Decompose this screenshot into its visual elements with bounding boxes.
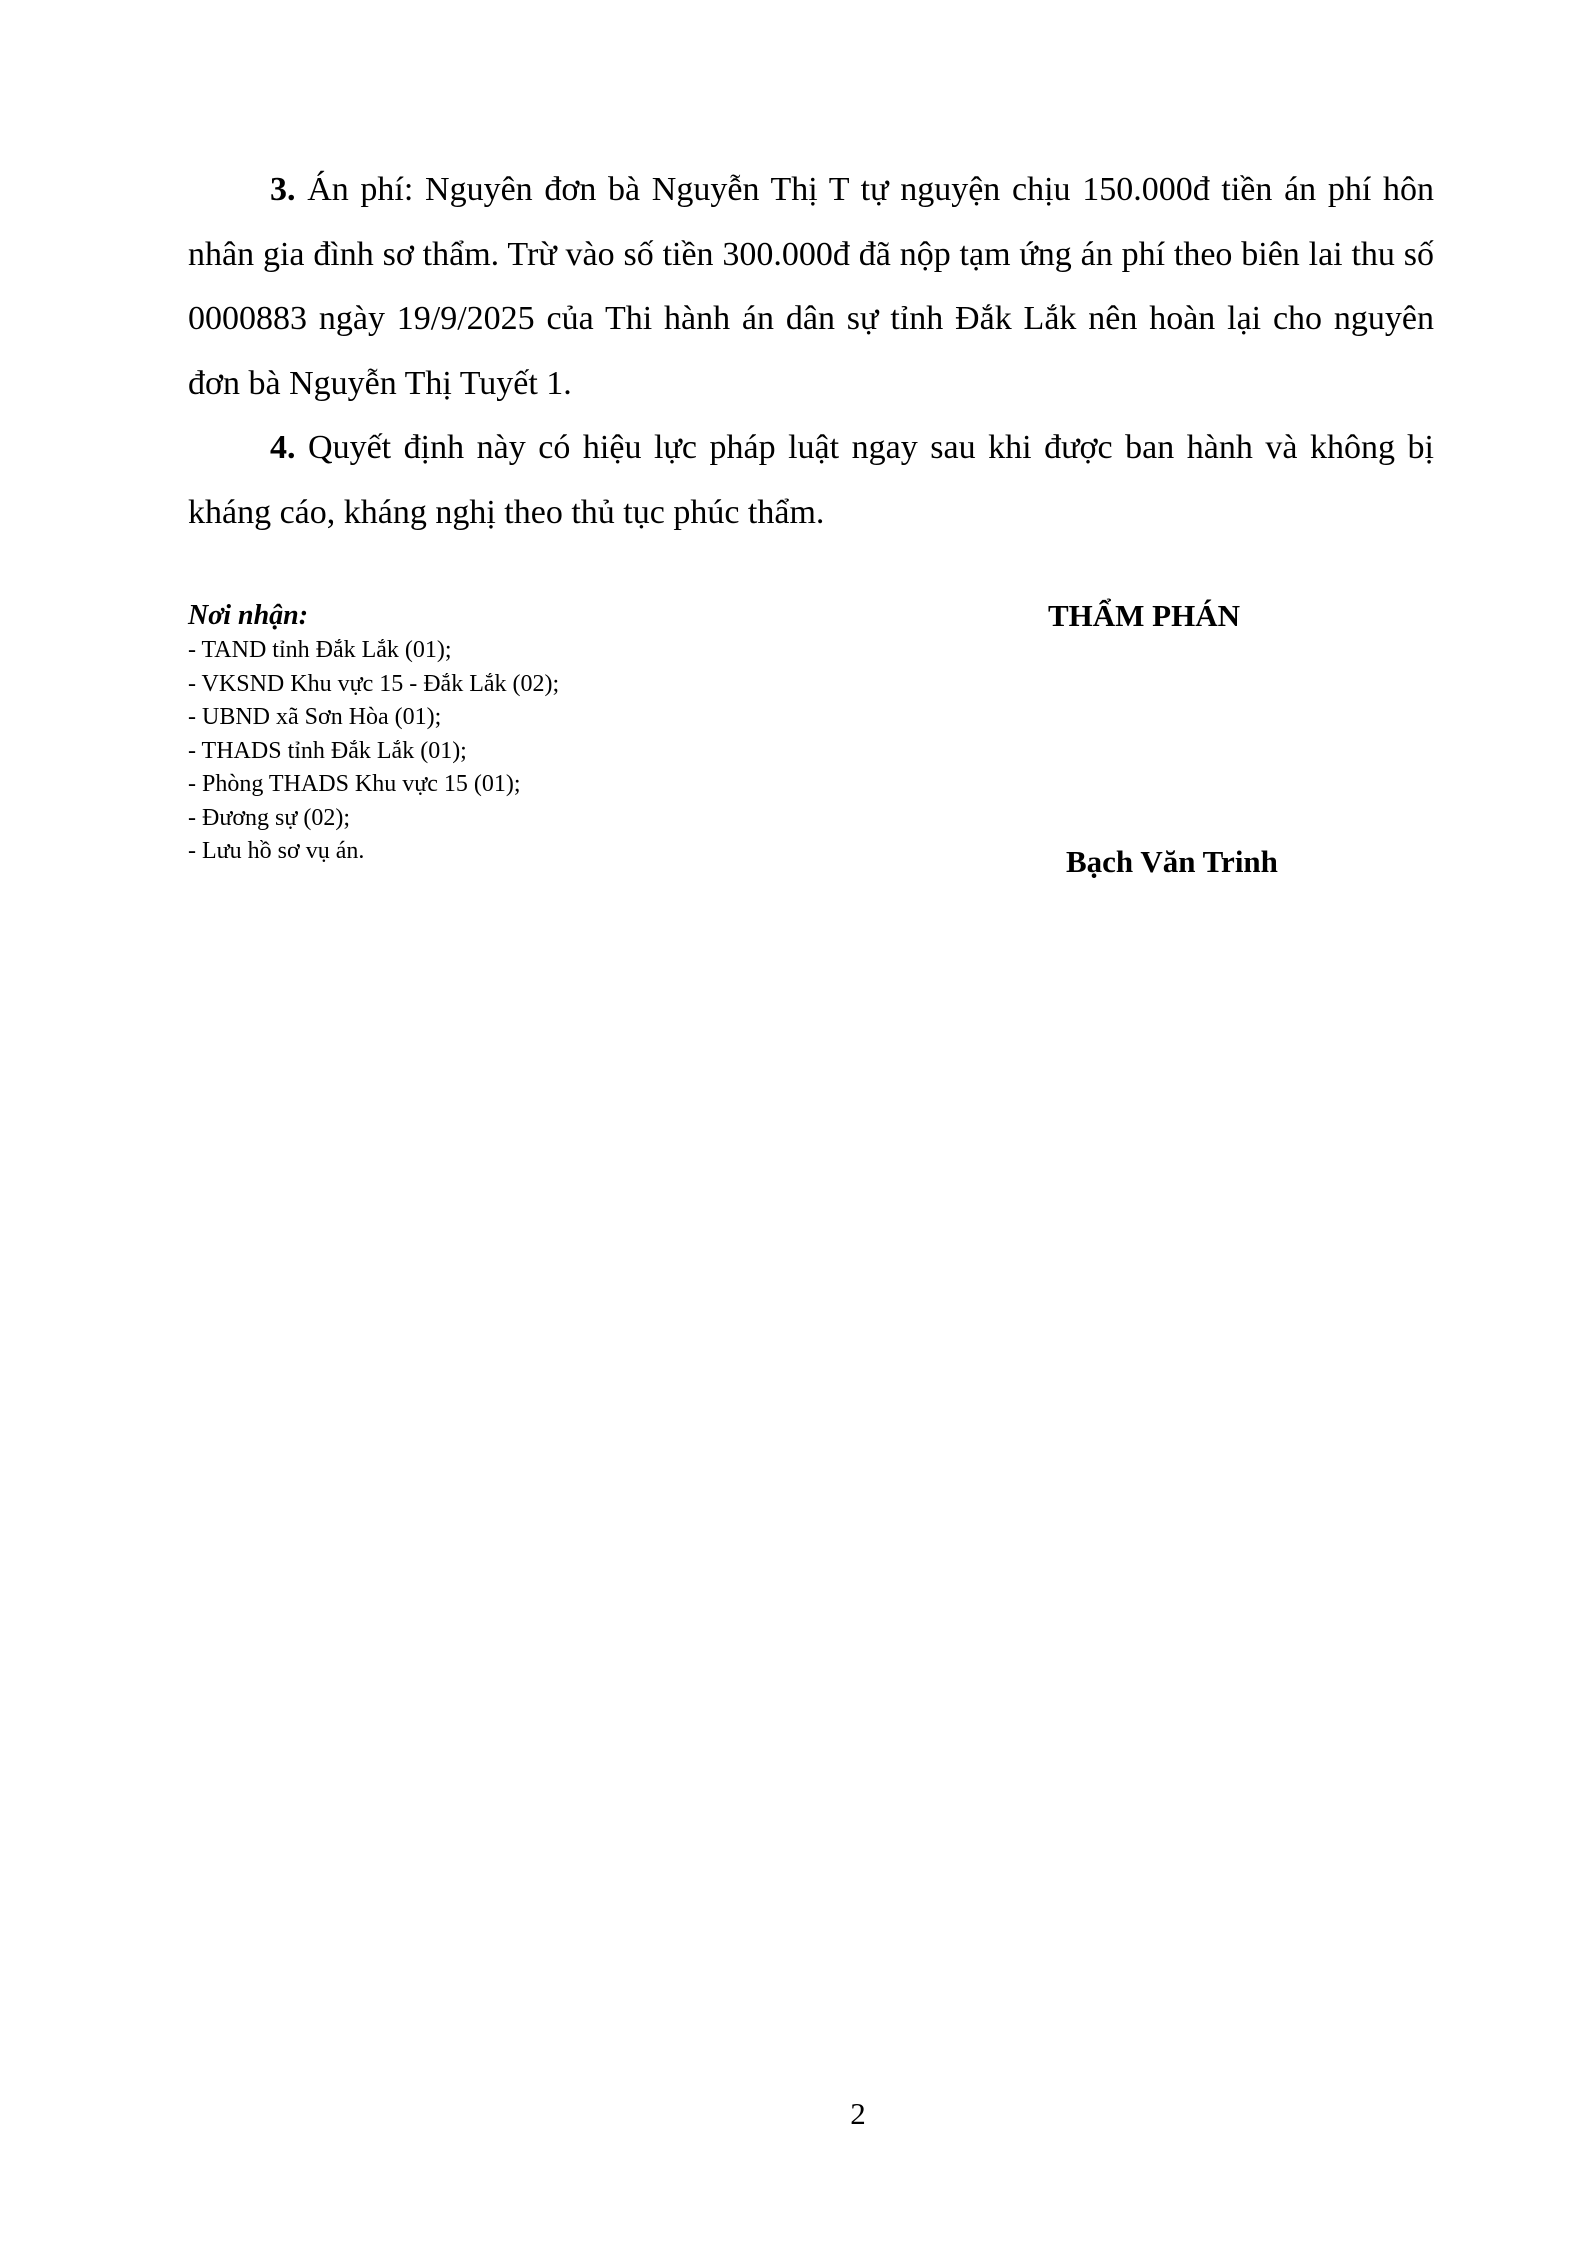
recipients-block xyxy=(188,598,908,869)
paragraph-text: Án phí: Nguyên đơn bà Nguyễn Thị T tự nguyện chịu 150.000đ tiền án phí hôn nhân gia đình sơ thẩm. Trừ vào số tiền 300.000đ đã nộp tạm ứng án phí theo biên lai thu số 0000883 ngày 19/9/2025 của Thi hành án dân sự tỉnh Đắk Lắk nên hoàn lại cho nguyên đơn bà Nguyễn Thị Tuyết 1. xyxy=(188,171,1434,402)
decision-body xyxy=(188,158,1434,545)
signature-name: Bạch Văn Trinh xyxy=(1066,844,1278,879)
paragraph-number: 4. xyxy=(270,429,296,466)
paragraph-court-fee xyxy=(188,158,1434,416)
recipient-item: - TAND tỉnh Đắk Lắk (01); xyxy=(188,637,452,663)
recipient-item: - Phòng THADS Khu vực 15 (01); xyxy=(188,771,521,797)
recipient-item: - Đương sự (02); xyxy=(188,804,351,831)
recipient-item: - Lưu hồ sơ vụ án. xyxy=(188,838,365,864)
page-number: 2 xyxy=(850,2096,866,2131)
signature-title: THẨM PHÁN xyxy=(1048,598,1241,633)
recipients-list xyxy=(188,634,908,869)
recipients-title: Nơi nhận: xyxy=(188,600,309,631)
recipient-item: - THADS tỉnh Đắk Lắk (01); xyxy=(188,737,467,764)
paragraph-text: Quyết định này có hiệu lực pháp luật ngay sau khi được ban hành và không bị kháng cáo, kháng nghị theo thủ tục phúc thẩm. xyxy=(188,429,1434,531)
paragraph-number: 3. xyxy=(270,171,296,208)
paragraph-effect xyxy=(188,416,1434,545)
recipient-item: - VKSND Khu vực 15 - Đắk Lắk (02); xyxy=(188,670,560,697)
recipient-item: - UBND xã Sơn Hòa (01); xyxy=(188,704,442,730)
